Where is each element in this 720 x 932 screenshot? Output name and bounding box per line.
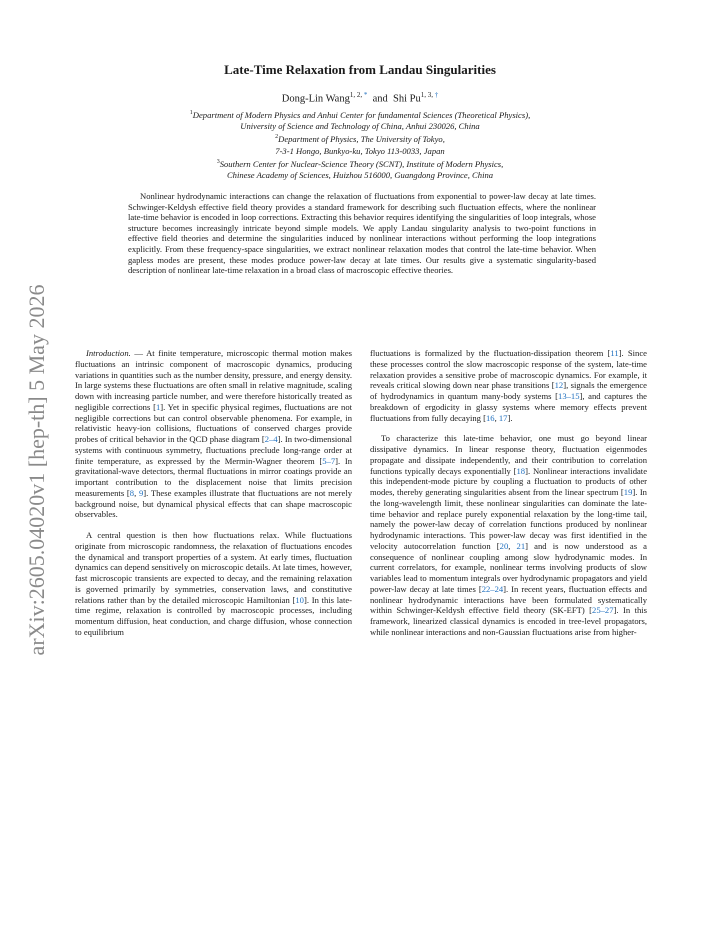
body-column-left [75,348,352,648]
author-line [60,91,660,105]
paper-title: Late-Time Relaxation from Landau Singularities [224,62,496,77]
paragraph-intro: Introduction. — At finite temperature, microscopic thermal motion makes fluctuations an intrinsic component of macroscopic dynamics, producing variations in quantities such as the number density, pressure, and energy density. In large systems these fluctuations are often small in relative magnitude, scaling down with increasing particle number, and were therefore historically treated as negligible corrections [1]. Yet in specific physical regimes, fluctuations are not negligible corrections but can control observable phenomena. For example, in relativistic heavy-ion collisions, fluctuations of conserved charges provide probes of critical behavior in the QCD phase diagram [2–4]. In two-dimensional systems with continuous symmetry, fluctuations preclude long-range order at finite temperature, as expressed by the Mermin-Wagner theorem [5–7]. In gravitational-wave detectors, thermal fluctuations in mirror coatings provide an important contribution to the displacement noise that limits precision measurements [8, 9]. These examples illustrate that fluctuations are not merely background noise, but dynamical physical effects that can shape macroscopic observables. [75,348,353,520]
citation-link[interactable]: 20 [499,540,509,551]
citation-link[interactable]: 17 [498,412,508,423]
citation-link[interactable]: 13–15 [558,391,580,401]
paragraph-relaxation: A central question is then how fluctuations relax. While fluctuations originate from microscopic randomness, the relaxation of fluctuations encodes the dynamical and transport properties of a system. At early times, fluctuation dynamics can depend sensitively on microscopic details. At late times, however, fast microscopic transients are expected to decay, and the remaining relaxation is governed primarily by symmetries, conservation laws, and constitutive relations rather than by the detailed microscopic Hamiltonian [10]. In this late-time regime, relaxation is controlled by macroscopic processes, including momentum diffusion, heat conduction, and charge diffusion, whose connection to equilibrium [75,530,353,637]
citation-link[interactable]: 19 [623,487,633,497]
affiliations [80,108,640,181]
abstract: Nonlinear hydrodynamic interactions can change the relaxation of fluctuations from exponential to power-law decay at late times. Schwinger-Keldysh effective field theory provides a standard framework for describing such fluctuation effects, where the nonlinear late-time behavior is encoded in loop corrections. Extracting this behavior requires identifying the singularities of loop integrals, whose structure becomes increasingly intricate beyond simple models. We apply Landau singularity analysis to two-point functions in effective field theories and determine the singularities induced by nonlinear interactions without performing the loop integrations explicitly. From these frequency-space singularities, we extract nonlinear relaxation modes that control the late-time behavior. When gapless modes are present, these modes produce power-law decay at late times. Our results give a systematic singularity-based description of nonlinear late-time relaxation in a broad class of macroscopic effective theories. [128,191,596,276]
affiliation-marker: 1, 2, * [349,91,368,99]
affiliation-line: 7-3-1 Hongo, Bunkyo-ku, Tokyo 113-0033, Japan [275,145,445,156]
paragraph-continued: fluctuations is formalized by the fluctuation-dissipation theorem [11]. Since these processes control the slow macroscopic response of the system, late-time relaxation provides a sensitive probe of macroscopic dynamics. For example, it reveals critical slowing down near phase transitions [12], signals the emergence of hydrodynamics in quantum many-body systems [13–15], and captures the breakdown of ergodicity in glassy systems where memory effects prevent fluctuations from fully decaying [16, 17]. [370,348,647,423]
citation-link[interactable]: 25–27 [592,605,614,616]
citation-link[interactable]: 8 [129,487,135,498]
citation-link[interactable]: 5–7 [322,455,336,466]
affiliation-line: $^1$Department of Modern Physics and Anhui Center for fundamental Sciences (Theoretical Physics), [189,109,531,120]
author-name: Shi Pu [393,93,421,105]
arxiv-stamp-text: arXiv:2605.04020v1 [hep-th] 5 May 2026 [24,284,49,656]
arxiv-stamp [22,270,52,670]
citation-link[interactable]: 11 [610,348,619,358]
citation-link[interactable]: 1 [155,401,161,412]
paragraph-late-time: To characterize this late-time behavior, one must go beyond linear dissipative dynamics. In linear response theory, fluctuation eigenmodes propagate and dissipate independently, and their contribution to correlation functions typically decays exponentially [18]. Nonlinear interactions invalidate this independent-mode picture by coupling a fluctuation to products of other modes, thereby generating singularities absent from the linear spectrum [19]. In the long-wavelength limit, these nonlinear singularities can dominate the late-time behavior and replace purely exponential relaxation by the long-time tail, namely the power-law decay of correlation functions produced by nonlinear hydrodynamic interactions. This power-law decay was first identified in the velocity autocorrelation function [20, 21] and is now understood as a consequence of nonlinear coupling among slow hydrodynamic modes. In current correlators, for example, nonlinear terms involving products of slow variables lead to momentum integrals over hydrodynamic propagators and yield power-law decay at late times [22–24]. In recent years, fluctuation effects and nonlinear hydrodynamic interactions have been formulated systematically within Schwinger-Keldysh effective field theory (SK-EFT) [25–27]. In this framework, linearized classical dynamics is encoded in tree-level propagators, while nonlinear interactions and non-Gaussian fluctuations arise from higher- [370,433,648,637]
affiliation-line: University of Science and Technology of China, Anhui 230026, China [240,121,480,132]
author-name: Dong-Lin Wang [281,93,350,105]
and-text: and [372,93,388,105]
citation-link[interactable]: 10 [295,594,304,605]
footnote-link[interactable]: * [363,91,368,99]
citation-link[interactable]: 9 [138,487,144,498]
affiliation-marker: 1, 3, † [420,91,439,99]
citation-link[interactable]: 2–4 [264,434,278,444]
citation-link[interactable]: 12 [554,380,564,391]
citation-link[interactable]: 16 [485,412,495,423]
body-column-right [370,348,647,648]
citation-link[interactable]: 22–24 [481,583,504,594]
affiliation-line: $^2$Department of Physics, The University of Tokyo, [275,134,445,145]
affiliation-line: Chinese Academy of Sciences, Huizhou 516000, Guangdong Province, China [226,170,494,181]
section-lead: Introduction. [86,348,131,358]
footnote-link[interactable]: † [434,91,439,99]
affiliation-line: $^3$Southern Center for Nuclear-Science Theory (SCNT), Institute of Modern Physics, [216,158,504,169]
citation-link[interactable]: 21 [516,540,526,551]
citation-link[interactable]: 18 [516,465,526,476]
